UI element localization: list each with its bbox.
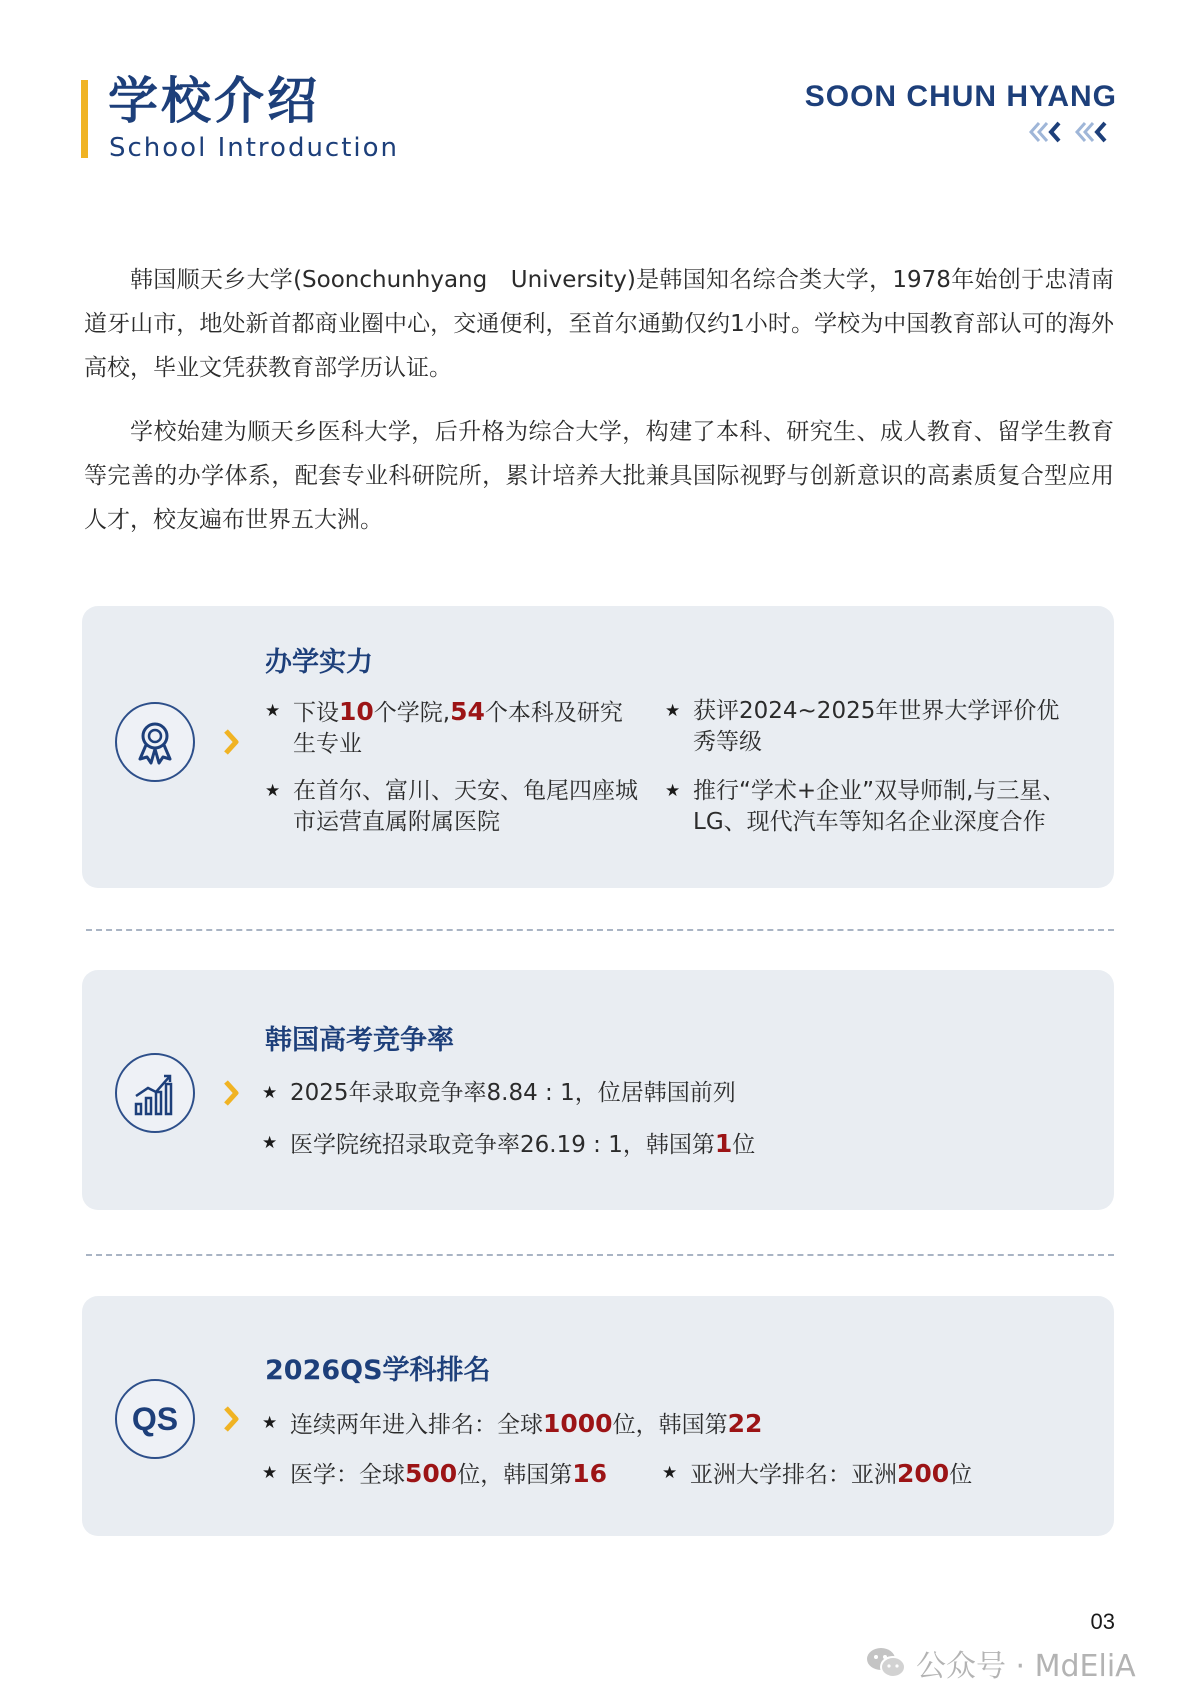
card-title: 2026QS学科排名 [265, 1355, 491, 1386]
brand-name: SOON CHUN HYANG [804, 80, 1117, 113]
list-item: ★ 2025年录取竞争率8.84 : 1，位居韩国前列 [262, 1078, 1062, 1109]
page-subtitle: School Introduction [109, 133, 400, 163]
chevron-right-icon [222, 1405, 240, 1433]
qs-logo-icon: QS [115, 1379, 195, 1459]
list-item: ★ 连续两年进入排名：全球1000位，韩国第22 [262, 1408, 1062, 1441]
chevron-right-icon [222, 728, 240, 756]
list-item: ★ 下设10个学院,54个本科及研究生专业 [265, 696, 645, 760]
award-ribbon-icon [115, 702, 195, 782]
qs-ranking-card [82, 1296, 1114, 1536]
admission-card [82, 970, 1114, 1210]
card-title: 韩国高考竞争率 [265, 1025, 454, 1056]
list-item: ★ 亚洲大学排名：亚洲200位 [662, 1458, 1082, 1491]
intro-paragraph-2: 学校始建为顺天乡医科大学，后升格为综合大学，构建了本科、研究生、成人教育、留学生教育等完善的办学体系，配套专业科研院所，累计培养大批兼具国际视野与创新意识的高素质复合型应用人才，校友遍布世界五大洲。 [84, 419, 1114, 533]
dashed-divider [86, 1254, 1114, 1256]
list-item: ★ 医学：全球500位，韩国第16 [262, 1458, 662, 1491]
wechat-icon [866, 1646, 906, 1680]
chevron-right-icon [222, 1079, 240, 1107]
list-item: ★ 医学院统招录取竞争率26.19 : 1，韩国第1位 [262, 1128, 1062, 1161]
bar-chart-growth-icon [115, 1053, 195, 1133]
page-number: 03 [1090, 1609, 1115, 1634]
intro-paragraph-1: 韩国顺天乡大学(Soonchunhyang University)是韩国知名综合类大学，1978年始创于忠清南道牙山市，地处新首都商业圈中心，交通便利，至首尔通勤仅约1小时。学校为中国教育部认可的海外高校，毕业文凭获教育部学历认证。 [84, 267, 1114, 381]
dashed-divider [86, 929, 1114, 931]
list-item: ★ 获评2024~2025年世界大学评价优秀等级 [665, 696, 1075, 758]
list-item: ★ 在首尔、富川、天安、龟尾四座城市运营直属附属医院 [265, 776, 645, 838]
watermark [866, 1641, 1136, 1684]
double-chevron-left-icon [1027, 120, 1117, 144]
watermark-text: 公众号 · MdEliA [916, 1649, 1136, 1684]
page-title: 学校介绍 [108, 72, 320, 130]
strength-card [82, 606, 1114, 888]
title-accent-bar [81, 80, 88, 158]
list-item: ★ 推行“学术+企业”双导师制,与三星、LG、现代汽车等知名企业深度合作 [665, 776, 1085, 838]
card-title: 办学实力 [265, 647, 373, 678]
